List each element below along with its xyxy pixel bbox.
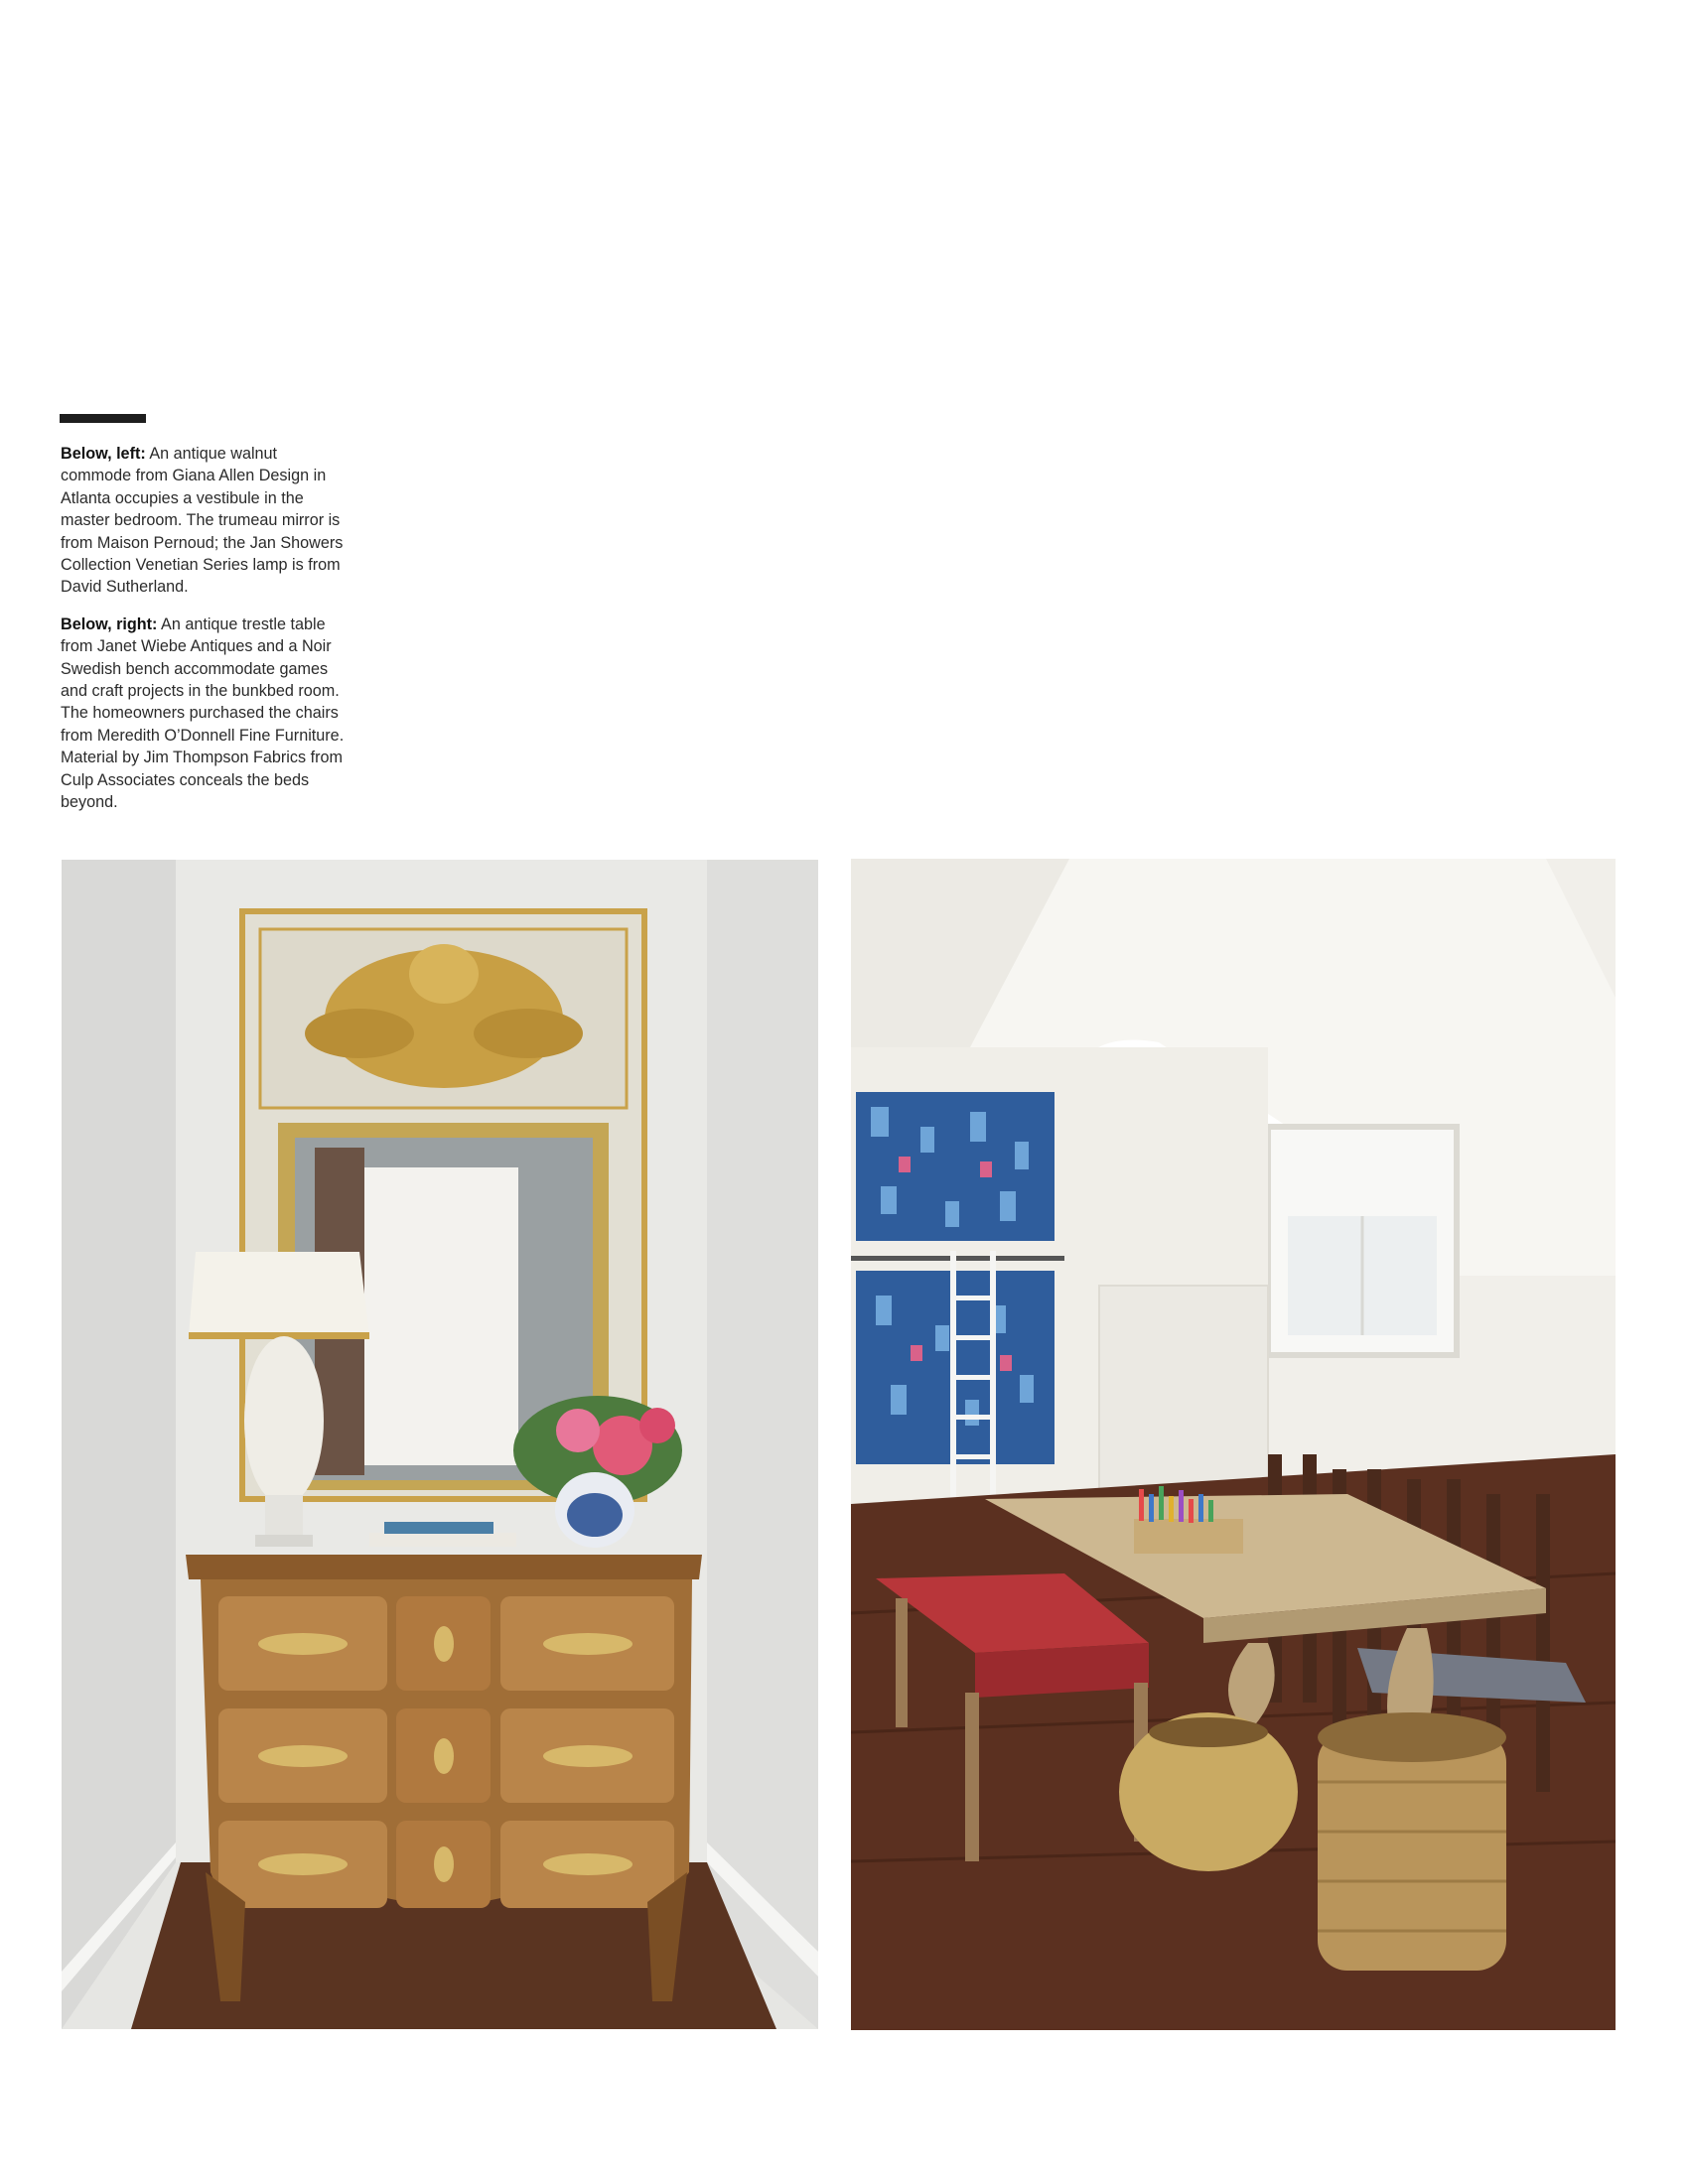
caption-right-lead: Below, right: [61, 614, 158, 633]
caption-right-text: An antique trestle table from Janet Wiebe Antiques and a Noir Swedish bench accommodate games and craft projects in the bunkbed room. The homeowners purchased the chairs from Meredith O’Donnell Fine Furniture. Material by Jim Thompson Fabrics from Culp Associates conceals the beds beyond. [61, 614, 345, 812]
caption-left-text: An antique walnut commode from Giana Allen Design in Atlanta occupies a vestibule in the master bedroom. The trumeau mirror is from Maison Pernoud; the Jan Showers Collection Venetian Series lamp is from David Sutherland. [61, 445, 344, 597]
photo-commode-vestibule [62, 860, 818, 2029]
photo-bunkbed-room [851, 859, 1616, 2030]
section-rule [60, 414, 146, 423]
caption-left-lead: Below, left: [61, 445, 146, 463]
bunkbed-room-illustration [851, 859, 1616, 2030]
commode-vestibule-illustration [62, 860, 818, 2029]
photo-captions [61, 443, 349, 829]
caption-right [61, 614, 349, 814]
caption-left [61, 443, 349, 599]
